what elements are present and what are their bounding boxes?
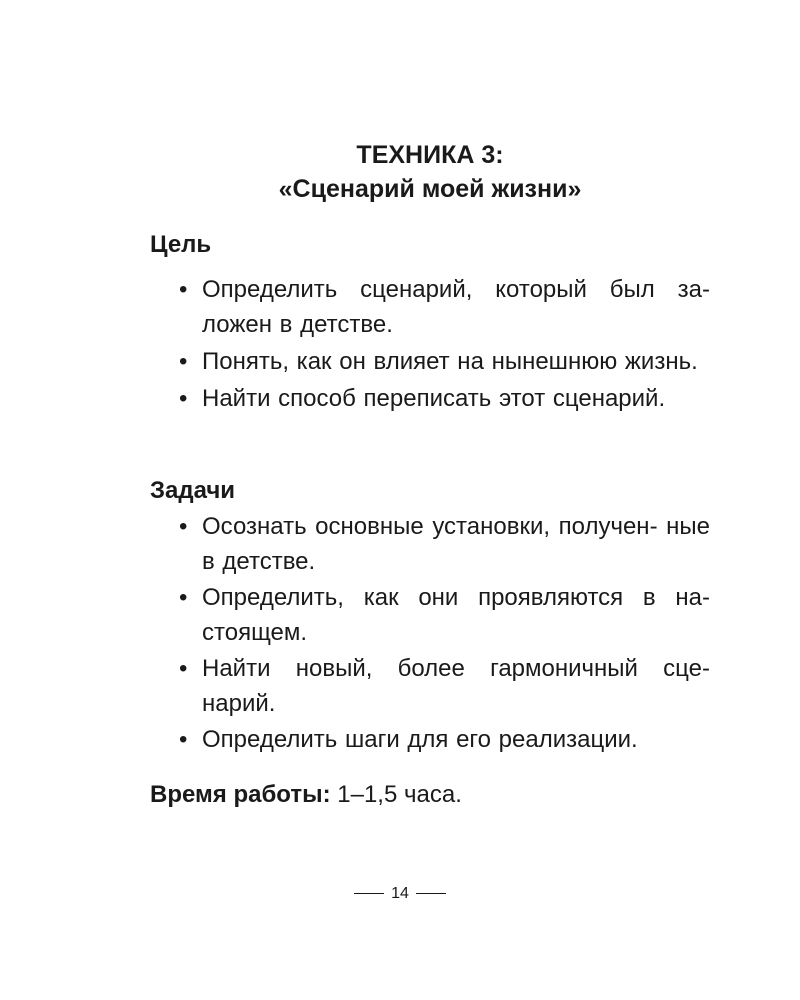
bullet-icon: • bbox=[179, 584, 188, 611]
page-number bbox=[0, 882, 800, 906]
list-item-text: Понять, как он влияет на нынешнюю жизнь. bbox=[202, 348, 698, 375]
bullet-icon: • bbox=[179, 276, 188, 303]
work-time bbox=[150, 778, 462, 812]
dash-divider-right bbox=[416, 893, 446, 894]
list-item-text: Найти новый, более гармоничный сце- нарий. bbox=[202, 655, 710, 717]
title-line-name: «Сценарий моей жизни» bbox=[278, 175, 582, 203]
page-number-value: 14 bbox=[391, 885, 409, 902]
list-item-text: Определить сценарий, который был за- ложен в детстве. bbox=[202, 276, 710, 338]
title-line-technique: ТЕХНИКА 3: bbox=[356, 141, 504, 169]
list-item bbox=[150, 722, 710, 757]
list-item-text: Определить шаги для его реализации. bbox=[202, 726, 638, 753]
goal-heading: Цель bbox=[150, 231, 212, 258]
list-item-text: Определить, как они проявляются в на- стоящем. bbox=[202, 584, 710, 646]
work-time-label: Время работы: bbox=[150, 781, 331, 808]
bullet-icon: • bbox=[179, 726, 188, 753]
list-item bbox=[150, 509, 710, 579]
list-item bbox=[150, 344, 710, 379]
list-item bbox=[150, 381, 710, 416]
page-title bbox=[150, 138, 710, 206]
dash-divider-left bbox=[354, 893, 384, 894]
list-item-text: Осознать основные установки, получен- ные в детстве. bbox=[202, 513, 710, 575]
bullet-icon: • bbox=[179, 385, 188, 412]
tasks-list bbox=[150, 509, 710, 758]
list-item-text: Найти способ переписать этот сценарий. bbox=[202, 385, 666, 412]
bullet-icon: • bbox=[179, 348, 188, 375]
list-item bbox=[150, 272, 710, 342]
list-item bbox=[150, 651, 710, 721]
goal-list bbox=[150, 272, 710, 418]
bullet-icon: • bbox=[179, 655, 188, 682]
list-item bbox=[150, 580, 710, 650]
work-time-value: 1–1,5 часа. bbox=[330, 781, 462, 808]
bullet-icon: • bbox=[179, 513, 188, 540]
tasks-heading: Задачи bbox=[150, 477, 236, 504]
